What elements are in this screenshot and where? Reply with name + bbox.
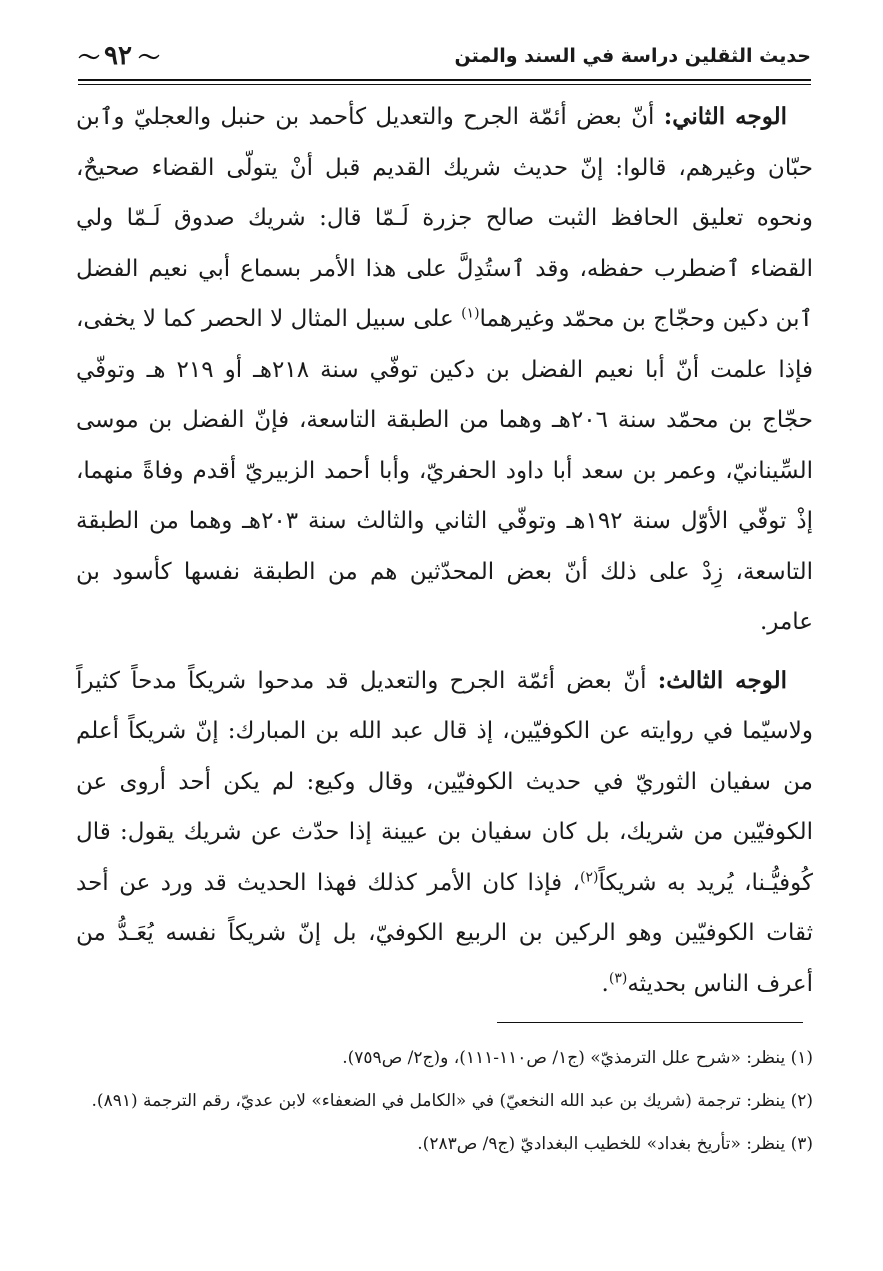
page-number: ٩٢ <box>104 41 132 71</box>
paragraph-text: أنّ بعض أئمّة الجرح والتعديل قد مدحوا شريكاً مدحاً كثيراً ولاسيّما في روايته عن الكوفيّين، إذ قال عبد الله بن المبارك: إنّ شريكاً أعلم من سفيان الثوريّ في حديث الكوفيّين، وقال وكيع: لم يكن أحد أروى عن الكوفيّين من شريك، بل كان سفيان بن عيينة إذا حدّث عن شريك يقول: قال كُوفيُّـنا، يُريد به شريكاً <box>76 667 814 896</box>
paragraph-third-aspect <box>76 656 813 1010</box>
paragraph-lead: الوجه الثاني: <box>663 103 787 130</box>
header-rule <box>78 79 811 81</box>
footnote-item: (٢) ينظر: ترجمة (شريك بن عبد الله النخعيّ) في «الكامل في الضعفاء» لابن عديّ، رقم الترجمة (٨٩١). <box>91 1091 813 1111</box>
footnote-marker: (٢) <box>579 868 599 885</box>
footnote-separator <box>497 1022 803 1023</box>
footnote-item: (٣) ينظر: «تأريخ بغداد» للخطيب البغداديّ (ج٩/ ص٢٨٣). <box>417 1134 813 1154</box>
ornament-icon: 〜 <box>78 44 99 71</box>
ornament-icon: 〜 <box>137 44 158 71</box>
running-title: حديث الثقلين دراسة في السند والمتن <box>454 45 811 67</box>
page-header <box>78 34 811 78</box>
paragraph-text-end: . <box>601 970 609 997</box>
header-rule-thin <box>78 84 811 85</box>
main-text <box>76 92 813 1009</box>
paragraph-lead: الوجه الثالث: <box>657 666 787 694</box>
paragraph-text-continued: ، فإذا كان الأمر كذلك فهذا الحديث قد ورد عن أحد ثقات الكوفيّين وهو الركين بن الربيع الكوفيّ، بل إنّ شريكاً نفسه يُعَـدُّ من أعرف الناس بحديثه <box>76 869 813 997</box>
footnote-marker: (١) <box>461 305 480 322</box>
paragraph-text-continued: على سبيل المثال لا الحصر كما لا يخفى، فإذا علمت أنّ أبا نعيم الفضل بن دكين توفّي سنة ٢١٨هـ أو ٢١٩ هـ وتوفّي حجّاج بن محمّد سنة ٢٠٦هـ وهما من الطبقة التاسعة، فإنّ الفضل بن موسى السِّينانيّ، وعمر بن سعد أبا داود الحفريّ، وأبا أحمد الزبيريّ أقدم وفاةً منهما، إذْ توفّي الأوّل سنة ١٩٢هـ وتوفّي الثاني والثالث سنة ٢٠٣هـ وهما من الطبقة التاسعة، زِدْ على ذلك أنّ بعض المحدّثين هم من الطبقة نفسها كأسود بن عامر. <box>76 306 814 635</box>
footnote-item: (١) ينظر: «شرح علل الترمذيّ» (ج١/ ص١١٠-١١١)، و(ج٢/ ص٧٥٩). <box>342 1048 813 1068</box>
paragraph-second-aspect <box>76 92 813 648</box>
page-number-block <box>78 41 158 72</box>
footnote-marker: (٣) <box>608 969 628 986</box>
paragraph-text: أنّ بعض أئمّة الجرح والتعديل كأحمد بن حنبل والعجليّ وٱبن حبّان وغيرهم، قالوا: إنّ حديث شريك القديم قبل أنْ يتولّى القضاء صحيحٌ، ونحوه تعليق الحافظ الثبت صالح جزرة لَـمّا قال: شريك صدوق لَـمّا ولي القضاء ٱضطرب حفظه، وقد ٱستُدِلَّ على هذا الأمر بسماع أبي نعيم الفضل ٱبن دكين وحجّاج بن محمّد وغيرهما <box>76 104 813 332</box>
footnotes <box>76 1040 813 1169</box>
